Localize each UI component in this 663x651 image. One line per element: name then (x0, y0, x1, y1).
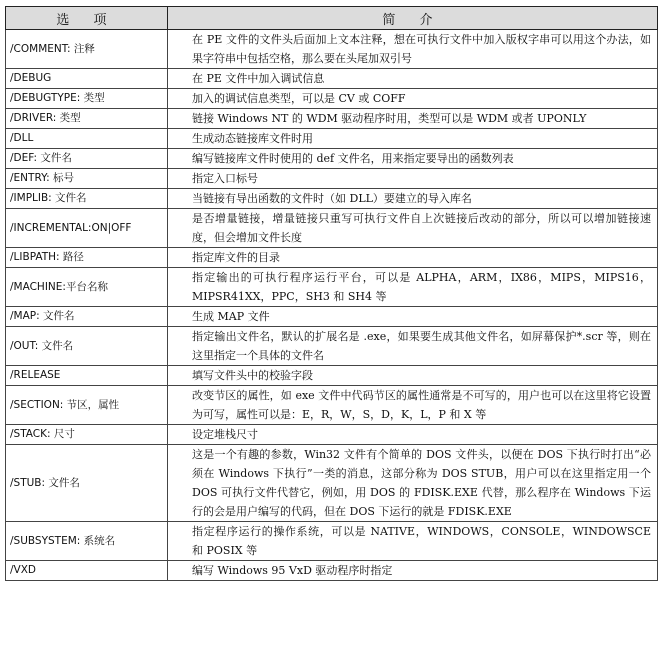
column-header-description: 简 介 (168, 7, 658, 30)
option-cell: /RELEASE (6, 366, 168, 386)
description-cell: 生成 MAP 文件 (168, 307, 658, 327)
option-cell: /STACK: 尺寸 (6, 425, 168, 445)
table-row (6, 425, 658, 445)
table-body (6, 30, 658, 581)
table-row (6, 209, 658, 248)
option-cell: /LIBPATH: 路径 (6, 248, 168, 268)
table-row (6, 189, 658, 209)
table-row (6, 248, 658, 268)
table-row (6, 561, 658, 581)
description-cell: 改变节区的属性，如 exe 文件中代码节区的属性通常是不可写的，用户也可以在这里将它设置为可写，属性可以是：E，R，W，S，D，K，L，P 和 X 等 (168, 386, 658, 425)
description-cell: 设定堆栈尺寸 (168, 425, 658, 445)
option-cell: /SECTION: 节区，属性 (6, 386, 168, 425)
description-cell: 指定入口标号 (168, 169, 658, 189)
column-header-option: 选 项 (6, 7, 168, 30)
option-cell: /SUBSYSTEM: 系统名 (6, 522, 168, 561)
option-cell: /DEBUG (6, 69, 168, 89)
table-row (6, 307, 658, 327)
option-cell: /MAP: 文件名 (6, 307, 168, 327)
description-cell: 是否增量链接，增量链接只重写可执行文件自上次链接后改动的部分，所以可以增加链接速度，但会增加文件长度 (168, 209, 658, 248)
table-row (6, 366, 658, 386)
description-cell: 生成动态链接库文件时用 (168, 129, 658, 149)
description-cell: 指定输出的可执行程序运行平台，可以是 ALPHA，ARM，IX86，MIPS，MIPS16，MIPSR41XX，PPC，SH3 和 SH4 等 (168, 268, 658, 307)
table-row (6, 129, 658, 149)
table-row (6, 445, 658, 522)
description-cell: 这是一个有趣的参数，Win32 文件有个简单的 DOS 文件头，以便在 DOS 下执行时打出“必须在 Windows 下执行”一类的消息，这部分称为 DOS STUB，用户可以在这里指定用一个 DOS 可执行文件代替它，例如，用 DOS 的 FDISK.EXE 代替，那么程序在 Windows 下运行的会是用户编写的代码，但在 DOS 下运行的就是 FDISK.EXE (168, 445, 658, 522)
description-cell: 当链接有导出函数的文件时（如 DLL）要建立的导入库名 (168, 189, 658, 209)
table-row (6, 89, 658, 109)
description-cell: 编写链接库文件时使用的 def 文件名，用来指定要导出的函数列表 (168, 149, 658, 169)
option-cell: /OUT: 文件名 (6, 327, 168, 366)
table-row (6, 30, 658, 69)
option-cell: /DEBUGTYPE: 类型 (6, 89, 168, 109)
description-cell: 在 PE 文件中加入调试信息 (168, 69, 658, 89)
description-cell: 指定输出文件名，默认的扩展名是 .exe，如果要生成其他文件名，如屏幕保护*.scr 等，则在这里指定一个具体的文件名 (168, 327, 658, 366)
option-cell: /INCREMENTAL:ON|OFF (6, 209, 168, 248)
option-cell: /DRIVER: 类型 (6, 109, 168, 129)
description-cell: 加入的调试信息类型，可以是 CV 或 COFF (168, 89, 658, 109)
option-cell: /IMPLIB: 文件名 (6, 189, 168, 209)
option-cell: /DLL (6, 129, 168, 149)
table-row (6, 169, 658, 189)
table-row (6, 386, 658, 425)
table-row (6, 268, 658, 307)
table-row (6, 522, 658, 561)
table-row (6, 149, 658, 169)
table-row (6, 109, 658, 129)
option-cell: /DEF: 文件名 (6, 149, 168, 169)
description-cell: 填写文件头中的校验字段 (168, 366, 658, 386)
option-cell: /ENTRY: 标号 (6, 169, 168, 189)
linker-options-table (5, 6, 658, 581)
option-cell: /VXD (6, 561, 168, 581)
description-cell: 编写 Windows 95 VxD 驱动程序时指定 (168, 561, 658, 581)
description-cell: 链接 Windows NT 的 WDM 驱动程序时用，类型可以是 WDM 或者 UPONLY (168, 109, 658, 129)
description-cell: 在 PE 文件的文件头后面加上文本注释，想在可执行文件中加入版权字串可以用这个办法，如果字符串中包括空格，那么要在头尾加双引号 (168, 30, 658, 69)
option-cell: /MACHINE:平台名称 (6, 268, 168, 307)
description-cell: 指定程序运行的操作系统，可以是 NATIVE，WINDOWS，CONSOLE，WINDOWSCE 和 POSIX 等 (168, 522, 658, 561)
options-table-container (5, 6, 657, 581)
description-cell: 指定库文件的目录 (168, 248, 658, 268)
option-cell: /STUB: 文件名 (6, 445, 168, 522)
table-row (6, 327, 658, 366)
table-header-row (6, 7, 658, 30)
table-row (6, 69, 658, 89)
option-cell: /COMMENT: 注释 (6, 30, 168, 69)
